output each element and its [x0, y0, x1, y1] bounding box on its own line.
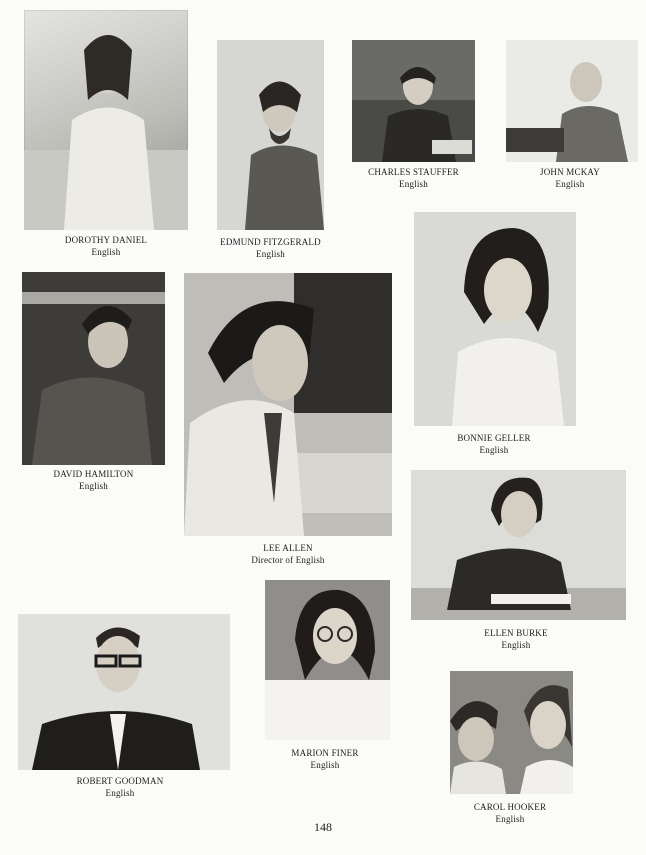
caption-dorothy-daniel [24, 235, 188, 258]
caption-charles-stauffer [340, 167, 487, 190]
faculty-name: ROBERT GOODMAN [76, 776, 164, 786]
faculty-department: English [256, 248, 285, 259]
faculty-name: LEE ALLEN [263, 543, 313, 553]
faculty-name: CAROL HOOKER [473, 802, 547, 812]
faculty-name: EDMUND FITZGERALD [220, 237, 321, 247]
photo-charles-stauffer [352, 40, 475, 162]
faculty-department: English [79, 480, 108, 491]
caption-lee-allen [210, 543, 366, 566]
faculty-name: CHARLES STAUFFER [368, 167, 459, 177]
photo-robert-goodman [18, 614, 230, 770]
caption-john-mckay [506, 167, 634, 190]
photo-dorothy-daniel [24, 10, 188, 230]
caption-marion-finer [265, 748, 385, 771]
faculty-name: ELLEN BURKE [484, 628, 548, 638]
faculty-department: English [105, 787, 135, 798]
faculty-name: BONNIE GELLER [457, 433, 531, 443]
photo-ellen-burke [411, 470, 626, 620]
faculty-name: DAVID HAMILTON [53, 469, 134, 479]
photo-bonnie-geller [414, 212, 576, 426]
faculty-name: MARION FINER [291, 748, 359, 758]
faculty-department: English [310, 759, 340, 770]
faculty-department: English [479, 444, 509, 455]
page-number: 148 [314, 820, 332, 834]
photo-lee-allen [184, 273, 392, 536]
photo-john-mckay [506, 40, 638, 162]
photo-edmund-fitzgerald [217, 40, 324, 230]
photo-marion-finer [265, 580, 390, 740]
faculty-department: English [495, 813, 525, 824]
photo-carol-hooker [450, 671, 573, 794]
caption-bonnie-geller [420, 433, 568, 456]
caption-ellen-burke [444, 628, 588, 651]
faculty-name: DOROTHY DANIEL [64, 235, 148, 245]
photo-david-hamilton [22, 272, 165, 465]
faculty-department: Director of English [251, 554, 325, 565]
faculty-name: JOHN MCKAY [540, 167, 600, 177]
caption-edmund-fitzgerald [205, 237, 336, 260]
caption-robert-goodman [40, 776, 200, 799]
caption-david-hamilton [22, 469, 165, 492]
faculty-department: English [501, 639, 531, 650]
faculty-department: English [555, 178, 585, 189]
faculty-department: English [399, 178, 428, 189]
faculty-department: English [91, 246, 121, 257]
